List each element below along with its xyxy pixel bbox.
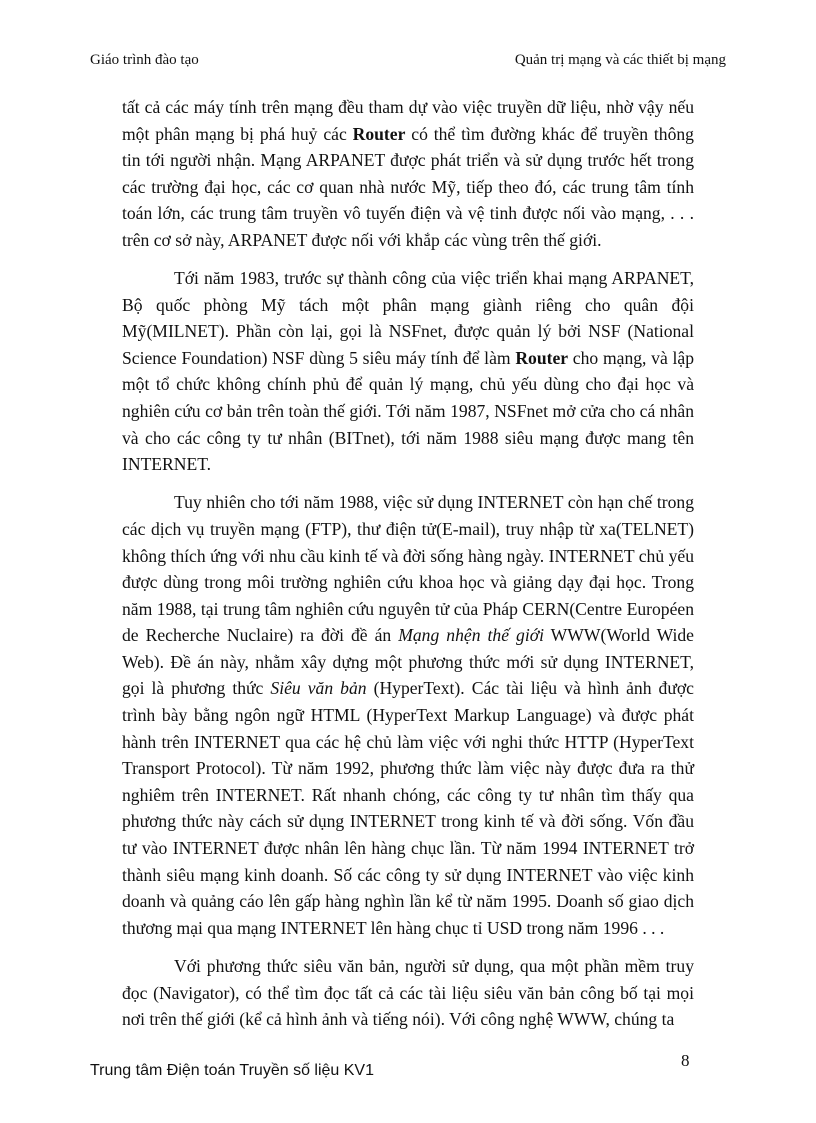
page-number: 8: [681, 1051, 690, 1070]
header-right-title: Quản trị mạng và các thiết bị mạng: [514, 52, 726, 68]
p1-text-a: tất cả các máy tính trên mạng đều tham dự vào việc truyền dữ liệu, nhờ vậy nếu một phân mạng bị phá huỷ các: [122, 97, 694, 144]
header-left-title: Giáo trình đào tạo: [90, 52, 199, 68]
paragraph-3: [122, 489, 694, 941]
p4-text-a: Với phương thức siêu văn bản, người sử dụng, qua một phần mềm truy đọc (Navigator), có thể tìm đọc tất cả các tài liệu siêu văn bản công bố tại mọi nơi trên thế giới (kể cả hình ảnh và tiếng nói). Với công nghệ WWW, chúng ta: [122, 955, 694, 1030]
paragraph-1: [122, 94, 694, 254]
p3-www-italic: Mạng nhện thế giới: [398, 625, 544, 646]
page-header: [90, 52, 726, 72]
p3-text-a: Tuy nhiên cho tới năm 1988, việc sử dụng INTERNET còn hạn chế trong các dịch vụ truyền mạng (FTP), thư điện tử(E-mail), truy nhập từ xa(TELNET) không thích ứng với nhu cầu kinh tế và đời sống hàng ngày. INTERNET chủ yếu được dùng trong môi trường nghiên cứu khoa học và giảng dạy đại học. Trong năm 1988, tại trung tâm nghiên cứu nguyên tử của Pháp CERN(Centre Européen de Recherche Nuclaire) ra đời đề án: [122, 492, 694, 646]
p2-router-bold: Router: [515, 347, 569, 368]
footer-organization: Trung tâm Điện toán Truyền số liệu KV1: [90, 1062, 374, 1079]
paragraph-4: [122, 953, 694, 1033]
header-divider: [90, 75, 726, 76]
document-body: [122, 94, 694, 1044]
p3-text-e: (HyperText). Các tài liệu và hình ảnh được trình bày bằng ngôn ngữ HTML (HyperText Markup Language) và được phát hành trên INTERNET qua các hệ chủ làm việc với nghi thức HTTP (HyperText Transport Protocol). Từ năm 1992, phương thức làm việc này được đưa ra thử nghiêm trên INTERNET. Rất nhanh chóng, các công ty tư nhân tìm thấy qua phương thức này cách sử dụng INTERNET trong kinh tế và đời sống. Vốn đầu tư vào INTERNET được nhân lên hàng chục lần. Từ năm 1994 INTERNET trở thành siêu mạng kinh doanh. Số các công ty sử dụng INTERNET vào việc kinh doanh và quảng cáo lên gấp hàng nghìn lần kể từ năm 1995. Doanh số giao dịch thương mại qua mạng INTERNET lên hàng chục tỉ USD trong năm 1996 . . .: [122, 678, 694, 938]
p2-text-c: cho mạng, và lập một tổ chức không chính phủ để quản lý mạng, chủ yếu dùng cho đại học và nghiên cứu cơ bản trên toàn thế giới. Tới năm 1987, NSFnet mở cửa cho cá nhân và cho các công ty tư nhân (BITnet), tới năm 1988 siêu mạng được mang tên INTERNET.: [122, 347, 694, 475]
p2-text-a: Tới năm 1983, trước sự thành công của việc triển khai mạng ARPANET, Bộ quốc phòng Mỹ tách một phân mạng giành riêng cho quân đội Mỹ(MILNET). Phần còn lại, gọi là NSFnet, được quản lý bởi NSF (National Science Foundation) NSF dùng 5 siêu máy tính để làm: [122, 268, 694, 368]
p3-hypertext-italic: Siêu văn bản: [270, 678, 367, 699]
p1-router-bold: Router: [352, 123, 406, 144]
p1-text-c: có thể tìm đường khác để truyền thông tin tới người nhận. Mạng ARPANET được phát triển và sử dụng trước hết trong các trường đại học, các cơ quan nhà nước Mỹ, tiếp theo đó, các trung tâm tính toán lớn, các trung tâm truyền vô tuyến điện và vệ tinh được nối vào mạng, . . . trên cơ sở này, ARPANET được nối với khắp các vùng trên thế giới.: [122, 123, 694, 250]
p3-text-c: WWW(World Wide Web). Đề án này, nhằm xây dựng một phương thức mới sử dụng INTERNET, gọi là phương thức: [122, 625, 694, 699]
paragraph-2: [122, 265, 694, 478]
